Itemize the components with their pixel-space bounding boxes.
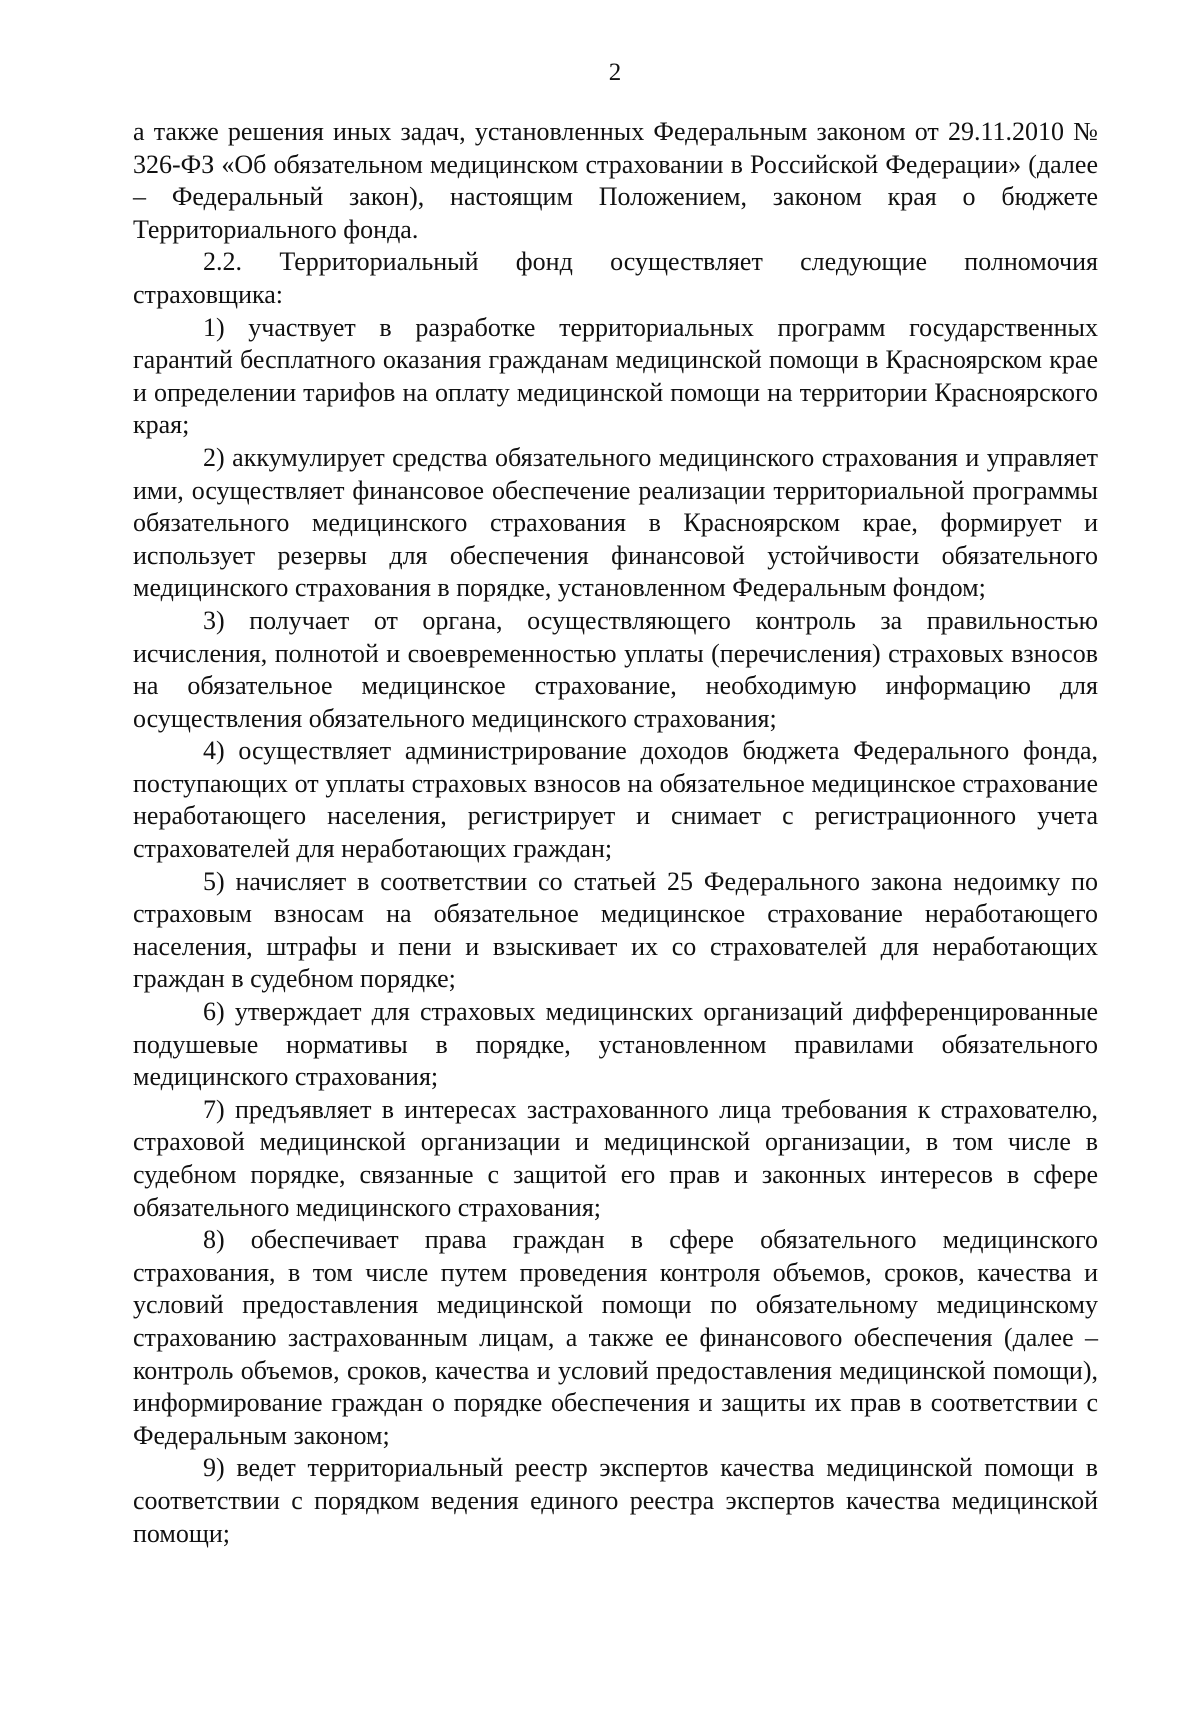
list-item-3: 3) получает от органа, осуществляющего контроль за правильностью исчисления, полнотой и своевременностью уплаты (перечисления) страховых взносов на обязательное медицинское страхование, необходимую информацию для осуществления обязательного медицинского страхования; <box>133 605 1098 733</box>
document-body <box>133 116 1098 1550</box>
paragraph-section-2-2: 2.2. Территориальный фонд осуществляет следующие полномочия страховщика: <box>133 247 1098 309</box>
list-item-1: 1) участвует в разработке территориальных программ государственных гарантий бесплатного оказания гражданам медицинской помощи в Красноярском крае и определении тарифов на оплату медицинской помощи на территории Красноярского края; <box>133 312 1098 440</box>
list-item-7: 7) предъявляет в интересах застрахованного лица требования к страхователю, страховой медицинской организации и медицинской организации, в том числе в судебном порядке, связанные с защитой его прав и законных интересов в сфере обязательного медицинского страхования; <box>133 1094 1098 1222</box>
list-item-6: 6) утверждает для страховых медицинских организаций дифференцированные подушевые нормативы в порядке, установленном правилами обязательного медицинского страхования; <box>133 997 1098 1092</box>
list-item-8: 8) обеспечивает права граждан в сфере обязательного медицинского страхования, в том числе путем проведения контроля объемов, сроков, качества и условий предоставления медицинской помощи по обязательному медицинскому страхованию застрахованным лицам, а также ее финансового обеспечения (далее – контроль объемов, сроков, качества и условий предоставления медицинской помощи), информирование граждан о порядке обеспечения и защиты их прав в соответствии с Федеральным законом; <box>133 1225 1098 1450</box>
list-item-4: 4) осуществляет администрирование доходов бюджета Федерального фонда, поступающих от уплаты страховых взносов на обязательное медицинское страхование неработающего населения, регистрирует и снимает с регистрационного учета страхователей для неработающих граждан; <box>133 736 1098 864</box>
list-item-2: 2) аккумулирует средства обязательного медицинского страхования и управляет ими, осуществляет финансовое обеспечение реализации территориальной программы обязательного медицинского страхования в Красноярском крае, формирует и использует резервы для обеспечения финансовой устойчивости обязательного медицинского страхования в порядке, установленном Федеральным фондом; <box>133 442 1098 603</box>
list-item-9: 9) ведет территориальный реестр экспертов качества медицинской помощи в соответствии с порядком ведения единого реестра экспертов качества медицинской помощи; <box>133 1453 1098 1548</box>
list-item-5: 5) начисляет в соответствии со статьей 25 Федерального закона недоимку по страховым взносам на обязательное медицинское страхование неработающего населения, штрафы и пени и взыскивает их со страхователей для неработающих граждан в судебном порядке; <box>133 866 1098 994</box>
page-number: 2 <box>608 59 622 86</box>
paragraph-continuation: а также решения иных задач, установленных Федеральным законом от 29.11.2010 № 326-ФЗ «Об обязательном медицинском страховании в Российской Федерации» (далее – Федеральный закон), настоящим Положением, законом края о бюджете Территориального фонда. <box>133 117 1098 244</box>
